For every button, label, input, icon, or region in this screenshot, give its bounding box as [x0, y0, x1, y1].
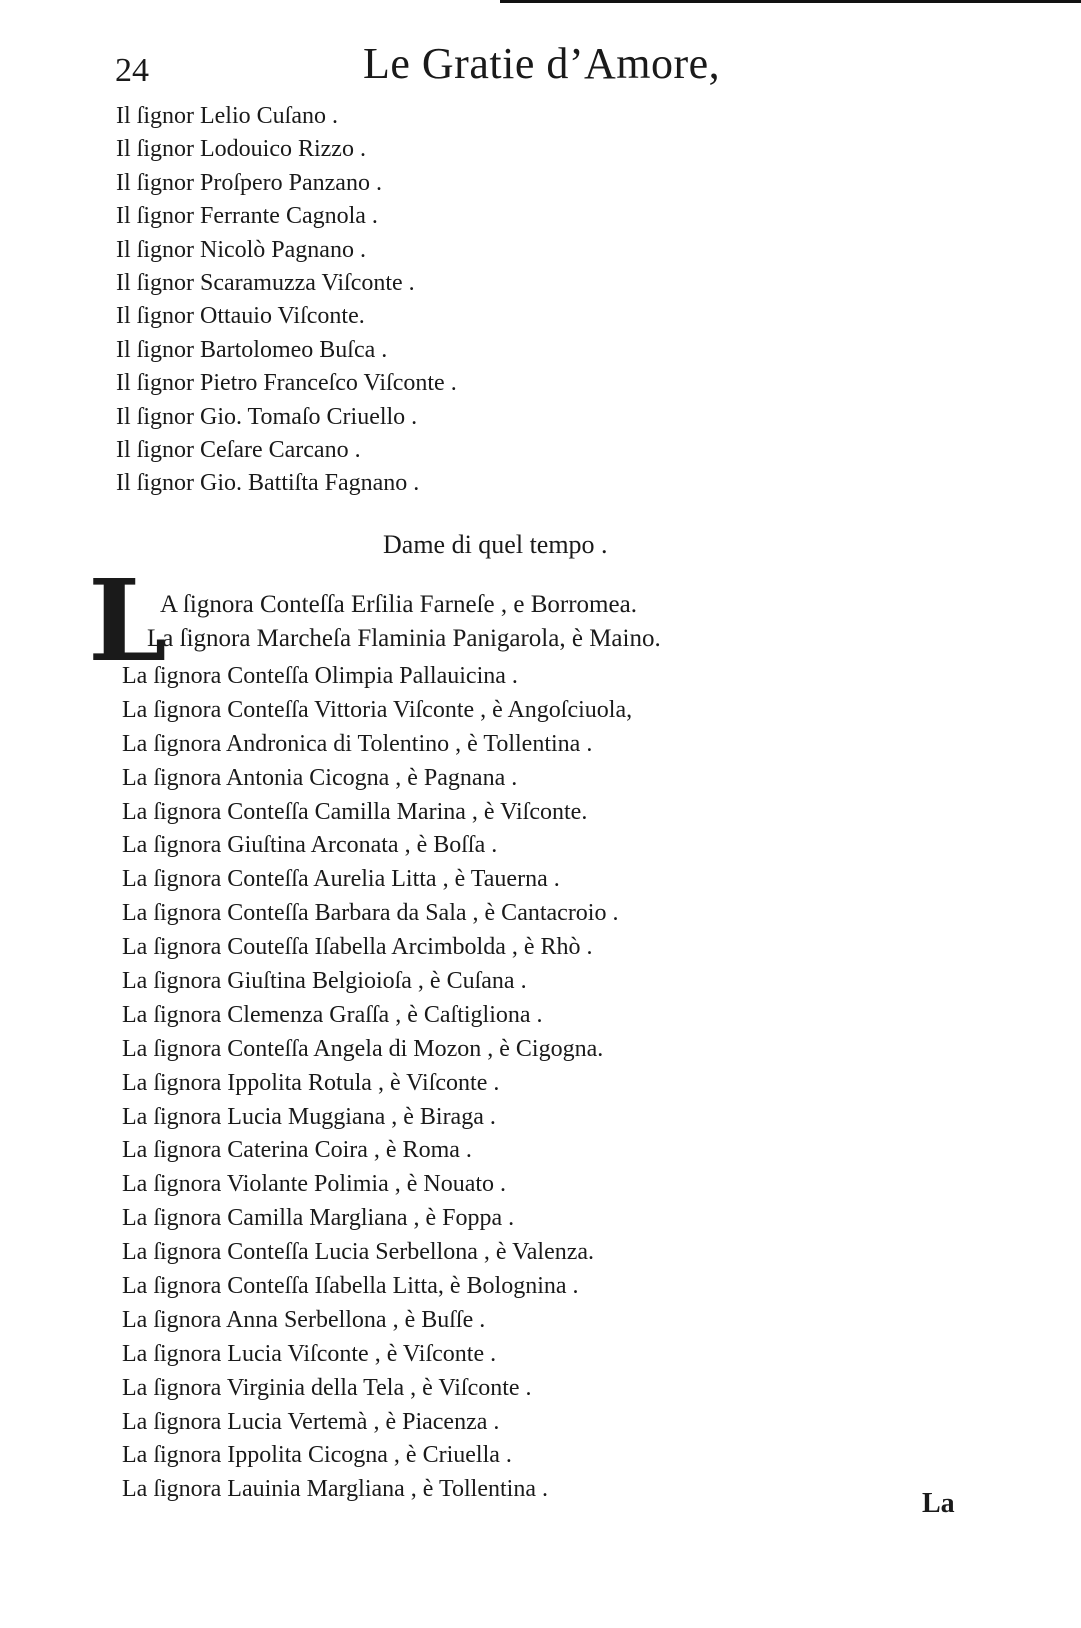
list-item: La ſignora Conteſſa Vittoria Viſconte , è Angoſciuola, [122, 696, 633, 723]
list-item: Il ſignor Gio. Battiſta Fagnano . [116, 470, 420, 497]
list-item: La ſignora Giuſtina Arconata , è Boſſa . [122, 832, 498, 859]
list-item: La ſignora Anna Serbellona , è Buſſe . [122, 1306, 486, 1333]
list-item: La ſignora Violante Polimia , è Nouato . [122, 1171, 507, 1198]
drop-cap: L [88, 556, 167, 687]
list-item: La ſignora Conteſſa Angela di Mozon , è Cigogna. [122, 1035, 604, 1062]
list-item: Il ſignor Pietro Franceſco Viſconte . [116, 370, 457, 397]
list-item: Il ſignor Nicolò Pagnano . [116, 236, 366, 263]
list-item: Il ſignor Lelio Cuſano . [116, 103, 338, 129]
list-item: La ſignora Conteſſa Lucia Serbellona , è Valenza. [122, 1239, 595, 1266]
list-item: La ſignora Giuſtina Belgioioſa , è Cuſana . [122, 968, 527, 995]
list-item: La ſignora Lucia Viſconte , è Viſconte . [122, 1340, 497, 1367]
list-item: La ſignora Clemenza Graſſa , è Caſtigliona . [122, 1001, 543, 1028]
list-item: Il ſignor Lodouico Rizzo . [116, 136, 366, 163]
ladies-list [122, 660, 632, 1507]
list-item: La ſignora Antonia Cicogna , è Pagnana . [122, 764, 518, 791]
list-item: La ſignora Couteſſa Iſabella Arcimbolda , è Rhò . [122, 934, 593, 961]
list-item: Il ſignor Ottauio Viſconte. [116, 303, 365, 330]
top-rule [500, 0, 1081, 3]
list-item: Il ſignor Ceſare Carcano . [116, 436, 361, 463]
catchword: La [922, 1488, 955, 1519]
second-line: La ſignora Marcheſa Flaminia Panigarola, è Maino. [147, 625, 661, 652]
list-item: La ſignora Camilla Margliana , è Foppa . [122, 1205, 515, 1232]
list-item: Il ſignor Proſpero Panzano . [116, 169, 382, 196]
list-item: Il ſignor Ferrante Cagnola . [116, 203, 378, 230]
list-item: La ſignora Lauinia Margliana , è Tollentina . [122, 1476, 548, 1503]
list-item: La ſignora Lucia Muggiana , è Biraga . [122, 1103, 496, 1130]
list-item: La ſignora Conteſſa Iſabella Litta, è Bolognina . [122, 1273, 579, 1300]
list-item: La ſignora Conteſſa Aurelia Litta , è Tauerna . [122, 866, 560, 893]
list-item: La ſignora Virginia della Tela , è Viſconte . [122, 1374, 532, 1401]
list-item: Il ſignor Gio. Tomaſo Criuello . [116, 403, 418, 430]
list-item: La ſignora Lucia Vertemà , è Piacenza . [122, 1408, 500, 1435]
list-item: Il ſignor Bartolomeo Buſca . [116, 336, 388, 363]
list-item: La ſignora Andronica di Tolentino , è Tollentina . [122, 730, 593, 757]
list-item: La ſignora Ippolita Cicogna , è Criuella . [122, 1442, 512, 1469]
list-item: La ſignora Conteſſa Barbara da Sala , è Cantacroio . [122, 900, 619, 927]
page-header [115, 38, 755, 98]
first-line: A ſignora Conteſſa Erſilia Farneſe , e Borromea. [160, 591, 637, 618]
gentlemen-list [116, 100, 457, 501]
list-item: La ſignora Ippolita Rotula , è Viſconte . [122, 1069, 500, 1096]
list-item: La ſignora Conteſſa Camilla Marina , è Viſconte. [122, 798, 588, 825]
page-number: 24 [115, 52, 149, 89]
section-heading: Dame di quel tempo . [383, 530, 608, 559]
list-item: Il ſignor Scaramuzza Viſconte . [116, 269, 415, 296]
running-title: Le Gratie d’Amore, [363, 39, 721, 88]
list-item: La ſignora Conteſſa Olimpia Pallauicina . [122, 663, 518, 689]
list-item: La ſignora Caterina Coira , è Roma . [122, 1137, 472, 1164]
